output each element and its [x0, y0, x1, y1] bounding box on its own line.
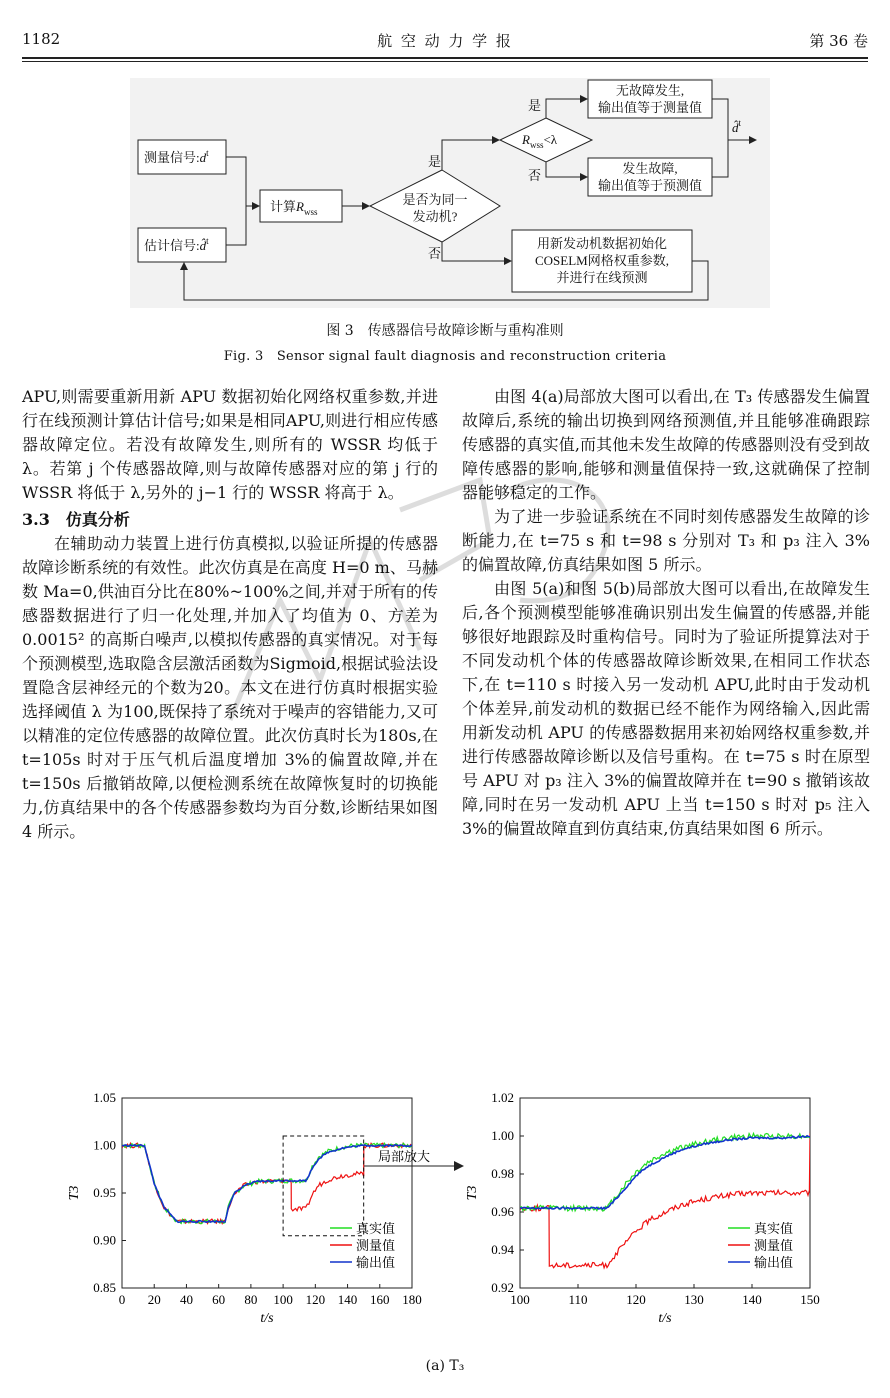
reinit-line2: COSELM网格权重参数, [535, 253, 669, 268]
page-number: 1182 [22, 30, 61, 48]
svg-text:估计信号:d̂t [144, 236, 209, 253]
y-axis-label: T3 [67, 1185, 82, 1201]
zoom-label: 局部放大 [378, 1149, 431, 1164]
x-tick-label: 140 [337, 1292, 358, 1307]
x-tick-label: 110 [568, 1292, 588, 1307]
yes-label-1: 是 [428, 154, 442, 169]
x-tick-label: 100 [273, 1292, 293, 1307]
y-tick-label: 1.02 [491, 1090, 514, 1105]
output-symbol: d̂ [732, 120, 739, 135]
x-tick-label: 100 [510, 1292, 530, 1307]
flowchart-figure [130, 78, 770, 308]
legend-label: 真实值 [754, 1221, 794, 1236]
reinit-line1: 用新发动机数据初始化 [536, 236, 668, 251]
same-engine-line1: 是否为同一 [402, 192, 468, 207]
estimated-signal-sup: t [206, 236, 209, 246]
y-tick-label: 1.00 [491, 1128, 514, 1143]
x-tick-label: 80 [244, 1292, 258, 1307]
x-tick-label: 150 [800, 1292, 820, 1307]
compute-symbol: R [296, 199, 304, 214]
measured-signal-label: 测量信号: [144, 150, 200, 165]
yes-label-2: 是 [528, 98, 542, 113]
zoom-arrow [360, 1148, 470, 1178]
no-fault-line1: 无故障发生, [615, 83, 685, 98]
cond-sub: wss [529, 140, 544, 150]
fig3-caption-cn: 图 3 传感器信号故障诊断与重构准则 [326, 323, 564, 339]
compute-label: 计算 [270, 199, 297, 214]
x-tick-label: 180 [402, 1292, 422, 1307]
legend-label: 输出值 [754, 1255, 794, 1270]
compute-sub: wss [303, 207, 318, 217]
y-tick-label: 0.96 [491, 1204, 514, 1219]
volume-label: 第 36 卷 [809, 32, 868, 50]
legend-label: 输出值 [356, 1255, 396, 1270]
plot-zoom [458, 1088, 838, 1334]
y-tick-label: 0.94 [491, 1242, 514, 1257]
fig3-caption-en: Fig. 3 Sensor signal fault diagnosis and reconstruction criteria [223, 349, 667, 364]
x-tick-label: 160 [370, 1292, 390, 1307]
y-tick-label: 1.05 [93, 1090, 116, 1105]
same-engine-line2: 发动机? [412, 209, 458, 224]
no-label-2: 否 [528, 168, 542, 183]
x-tick-label: 120 [305, 1292, 326, 1307]
y-tick-label: 0.90 [93, 1232, 116, 1248]
right-paragraph-3: 由图 5(a)和图 5(b)局部放大图可以看出,在故障发生后,各个预测模型能够准确识别出发生偏置的传感器,并能够很好地跟踪及时重构信号。同时为了验证所提算法对于不同发动机个体的传感器故障诊断效果,在相同工作状态下,在 t=110 s 时接入另一发动机 APU,此时由于发动机个体差异,前发动机的数据已经不能作为网络输入,因此需用新发动机 APU 的传感器数据用来初始网络权重参数,并进行传感器故障诊断以及信号重构。在 t=75 s 时在原型号 APU 对 p₃ 注入 3%的偏置故障并在 t=90 s 撤销该故障,同时在另一发动机 APU 上当 t=150 s 时对 p₅ 注入 3%的偏置故障直到仿真结束,仿真结果如图 6 所示。 [462, 579, 870, 838]
x-axis-label: t/s [260, 1311, 274, 1326]
x-tick-label: 40 [179, 1292, 193, 1307]
cond-symbol: R [522, 132, 530, 147]
right-paragraph-2: 为了进一步验证系统在不同时刻传感器发生故障的诊断能力,在 t=75 s 和 t=98 s 分别对 T₃ 和 p₃ 注入 3%的偏置故障,仿真结果如图 5 所示。 [462, 507, 870, 574]
x-tick-label: 120 [626, 1292, 646, 1307]
left-paragraph-1: APU,则需要重新用新 APU 数据初始化网络权重参数,并进行在线预测计算估计信号;如果是相同APU,则进行相应传感器故障定位。若没有故障发生,则所有的 WSSR 均低于 λ。若第 j 个传感器故障,则与故障传感器对应的第 j 行的 WSSR 将低于 λ,另外的 j−1 行的 WSSR 将高于 λ。 [22, 387, 438, 502]
x-tick-label: 140 [742, 1292, 762, 1307]
y-tick-label: 0.95 [93, 1185, 116, 1200]
legend-label: 测量值 [356, 1238, 396, 1253]
no-fault-line2: 输出值等于测量值 [597, 100, 703, 115]
y-axis-label: T3 [465, 1185, 480, 1201]
measured-signal-symbol: d [199, 150, 207, 165]
x-axis-label: t/s [658, 1311, 672, 1326]
right-paragraph-1: 由图 4(a)局部放大图可以看出,在 T₃ 传感器发生偏置故障后,系统的输出切换到网络预测值,并且能够准确跟踪传感器的真实值,而其他未发生故障的传感器则没有受到故障传感器的影响,能够和测量值保持一致,这就确保了控制器能够稳定的工作。 [462, 387, 870, 502]
y-tick-label: 1.00 [93, 1137, 116, 1153]
x-tick-label: 20 [147, 1292, 161, 1307]
legend-label: 测量值 [754, 1238, 794, 1253]
no-label-1: 否 [428, 246, 442, 261]
fault-line2: 输出值等于预测值 [597, 178, 703, 193]
right-column [462, 385, 870, 841]
x-tick-label: 0 [118, 1292, 126, 1307]
y-tick-label: 0.85 [93, 1280, 116, 1295]
header-rule-thin [22, 61, 868, 62]
plot-full [60, 1088, 440, 1334]
journal-title: 航 空 动 力 学 报 [377, 32, 513, 50]
estimated-signal-label: 估计信号: [144, 238, 200, 253]
x-tick-label: 60 [212, 1292, 226, 1307]
fig4-caption: (a) T₃ [425, 1358, 465, 1374]
output-sup: t [738, 118, 742, 128]
left-paragraph-2: 在辅助动力装置上进行仿真模拟,以验证所提的传感器故障诊断系统的有效性。此次仿真是在高度 H=0 m、马赫数 Ma=0,供油百分比在80%~100%之间,并对于所有的传感器数据进行了归一化处理,并加入了均值为 0、方差为0.0015² 的高斯白噪声,以模拟传感器的真实情况。对于每个预测模型,选取隐含层激活函数为Sigmoid,根据试验法设置隐含层神经元的个数为20。本文在进行仿真时根据实验选择阈值 λ 为100,既保持了系统对于噪声的容错能力,又可以精准的定位传感器的故障位置。此次仿真时长为180s,在 t=105s 时对于压气机后温度增加 3%的偏置故障,并在 t=150s 后撤销故障,以便检测系统在故障恢复时的切换能力,仿真结果中的各个传感器参数均为百分数,诊断结果如图 4 所示。 [22, 534, 438, 841]
svg-text:测量信号:dt [144, 148, 209, 165]
y-tick-label: 0.92 [491, 1280, 514, 1295]
fault-line1: 发生故障, [622, 161, 678, 176]
header-rule [22, 57, 868, 59]
y-tick-label: 0.98 [491, 1166, 514, 1181]
x-tick-label: 130 [684, 1292, 704, 1307]
left-column [22, 385, 438, 844]
reinit-line3: 并进行在线预测 [556, 270, 648, 285]
section-heading: 3.3 仿真分析 [22, 510, 130, 529]
measured-signal-sup: t [206, 148, 209, 158]
cond-relation: <λ [543, 132, 558, 147]
estimated-signal-symbol: d̂ [199, 238, 207, 253]
legend-label: 真实值 [356, 1221, 396, 1236]
